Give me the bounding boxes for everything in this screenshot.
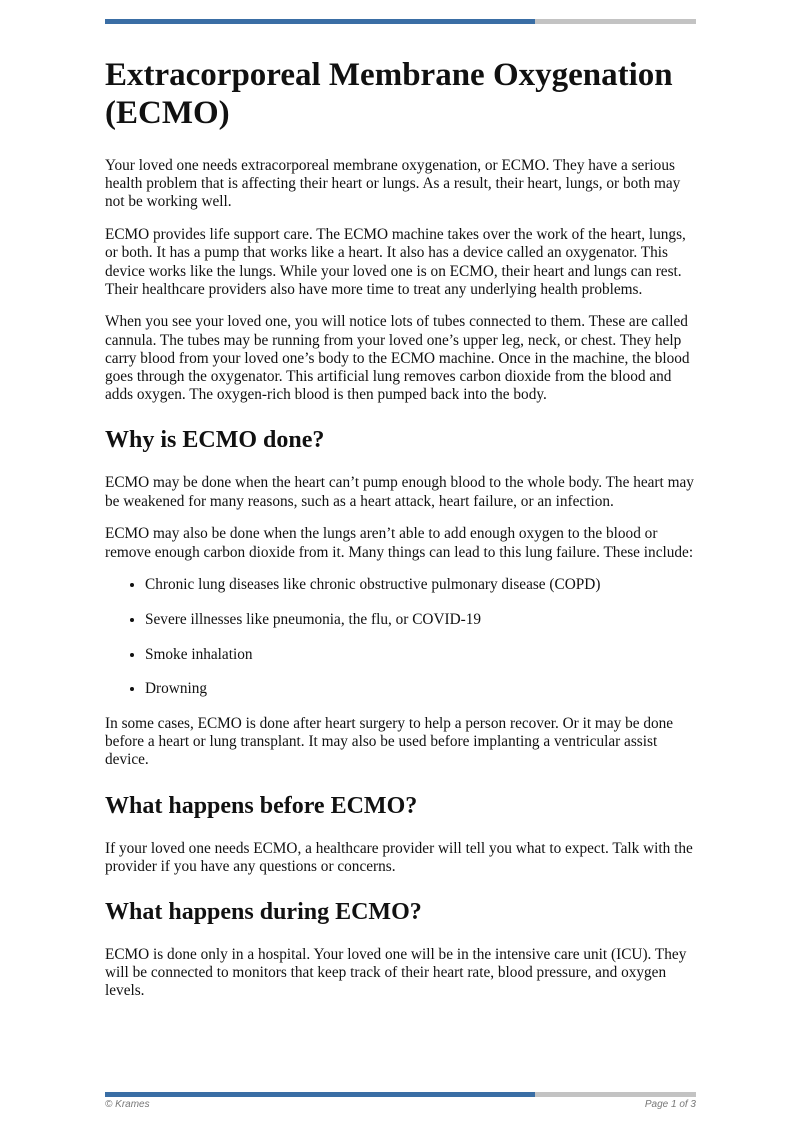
section-heading-why: Why is ECMO done? [105,427,325,454]
list-item: • Severe illnesses like pneumonia, the flu, or COVID-19 [145,611,696,629]
bottom-bar-gray-segment [535,1092,696,1097]
top-bar-gray-segment [535,19,696,24]
lung-failure-causes-list [105,576,696,698]
page-title: Extracorporeal Membrane Oxygenation (ECMO) [105,57,673,131]
page-footer [105,1099,696,1110]
intro-paragraph-2: ECMO provides life support care. The ECMO machine takes over the work of the heart, lungs, or both. It has a pump that works like a heart. It also has a device called an oxygenator. This device works like the lungs. While your loved one is on ECMO, their heart and lungs can rest. Their healthcare providers also have more time to treat any underlying health problems. [105,226,686,298]
section-heading-before: What happens before ECMO? [105,792,418,819]
top-bar-blue-segment [105,19,535,24]
top-accent-bar [105,19,696,24]
bottom-accent-bar [105,1092,696,1097]
why-paragraph-2: ECMO may also be done when the lungs aren’t able to add enough oxygen to the blood or remove enough carbon dioxide from it. Many things can lead to this lung failure. These include: [105,525,694,561]
during-paragraph-1: ECMO is done only in a hospital. Your loved one will be in the intensive care unit (ICU). They will be connected to monitors that keep track of their heart rate, blood pressure, and oxygen levels. [105,946,687,1000]
before-paragraph-1: If your loved one needs ECMO, a healthcare provider will tell you what to expect. Talk with the provider if you have any questions or concerns. [105,839,693,875]
intro-paragraph-1: Your loved one needs extracorporeal membrane oxygenation, or ECMO. They have a serious health problem that is affecting their heart or lungs. As a result, their heart, lungs, or both may not be working well. [105,157,681,211]
footer-copyright: © Krames [105,1099,150,1110]
footer-page-number: Page 1 of 3 [644,1099,696,1110]
intro-paragraph-3: When you see your loved one, you will notice lots of tubes connected to them. These are called cannula. The tubes may be running from your loved one’s upper leg, neck, or chest. They help carry blood from your loved one’s body to the ECMO machine. Once in the machine, the blood goes through the oxygenator. This artificial lung removes carbon dioxide from the blood and adds oxygen. The oxygen-rich blood is then pumped back into the body. [105,313,690,404]
bottom-bar-blue-segment [105,1092,535,1097]
why-paragraph-1: ECMO may be done when the heart can’t pump enough blood to the whole body. The heart may be weakened for many reasons, such as a heart attack, heart failure, or an infection. [105,474,694,510]
section-heading-during: What happens during ECMO? [105,899,422,926]
document-body [105,56,696,1015]
why-paragraph-3: In some cases, ECMO is done after heart surgery to help a person recover. Or it may be done before a heart or lung transplant. It may also be used before implanting a ventricular assist device. [105,715,674,769]
list-item: • Smoke inhalation [145,646,696,664]
list-item: • Drowning [145,680,696,698]
list-item: • Chronic lung diseases like chronic obstructive pulmonary disease (COPD) [145,576,696,594]
